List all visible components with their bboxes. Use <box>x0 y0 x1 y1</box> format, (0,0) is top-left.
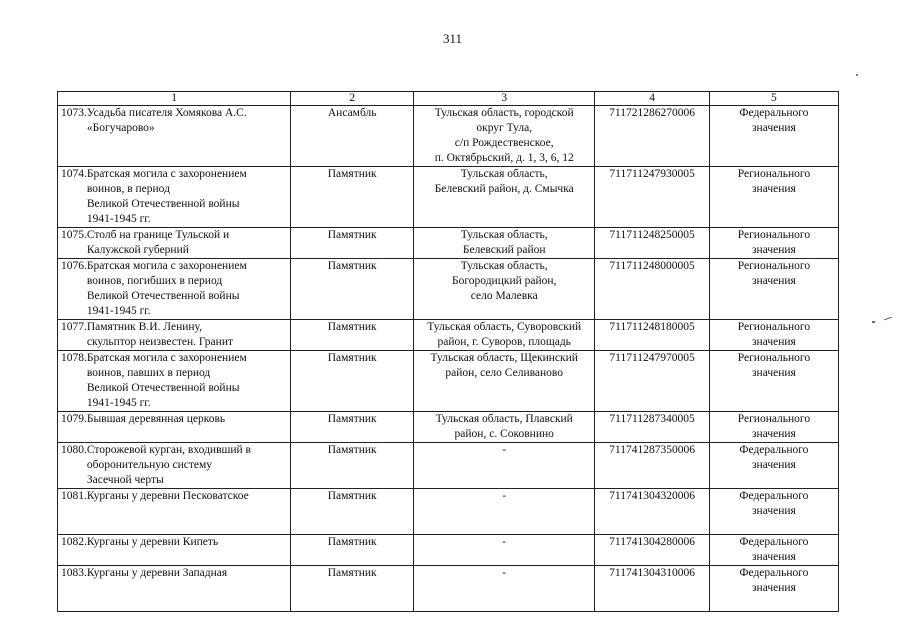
cell-significance: Федерального значения <box>709 443 838 489</box>
table-row <box>58 106 839 167</box>
cell-reg-number: 711711248180005 <box>595 320 710 351</box>
page-number: 311 <box>442 31 463 46</box>
heritage-table <box>57 91 839 612</box>
cell-object-type: Ансамбль <box>291 106 414 167</box>
object-title: Курганы у деревни Кипеть <box>86 536 219 548</box>
table-body <box>58 106 839 612</box>
cell-object-type: Памятник <box>291 412 414 443</box>
column-header-significance: 5 <box>709 92 838 106</box>
cell-object-name <box>58 443 291 489</box>
cell-reg-number: 711711248000005 <box>595 259 710 320</box>
cell-object-name <box>58 566 291 612</box>
cell-object-type: Памятник <box>291 351 414 412</box>
cell-object-type: Памятник <box>291 535 414 566</box>
cell-object-type: Памятник <box>291 167 414 228</box>
cell-object-type: Памятник <box>291 228 414 259</box>
object-title: Братская могила с захоронением воинов, погибших в период Великой Отечественной войны 1941-1945 гг. <box>86 260 247 317</box>
column-header-location: 3 <box>414 92 595 106</box>
cell-object-type: Памятник <box>291 259 414 320</box>
row-number: 1078. <box>61 352 87 364</box>
table-row <box>58 228 839 259</box>
cell-object-type: Памятник <box>291 443 414 489</box>
cell-object-name <box>58 106 291 167</box>
object-title: Сторожевой курган, входивший в оборонительную систему Засечной черты <box>86 444 251 486</box>
cell-reg-number: 711721286270006 <box>595 106 710 167</box>
object-title: Усадьба писателя Хомякова А.С. «Богучарово» <box>86 107 247 134</box>
row-number: 1079. <box>61 413 87 425</box>
cell-significance: Регионального значения <box>709 412 838 443</box>
cell-reg-number: 711711287340005 <box>595 412 710 443</box>
cell-object-type: Памятник <box>291 566 414 612</box>
cell-location: Тульская область, Богородицкий район, село Малевка <box>414 259 595 320</box>
table-row <box>58 535 839 566</box>
cell-location: - <box>414 443 595 489</box>
cell-location: Тульская область, Щекинский район, село Селиваново <box>414 351 595 412</box>
cell-reg-number: 711711247930005 <box>595 167 710 228</box>
cell-reg-number: 711741304320006 <box>595 489 710 535</box>
cell-location: Тульская область, Суворовский район, г. Суворов, площадь <box>414 320 595 351</box>
object-title: Курганы у деревни Западная <box>86 567 228 579</box>
object-title: Памятник В.И. Ленину, скульптор неизвестен. Гранит <box>86 321 233 348</box>
cell-object-type: Памятник <box>291 320 414 351</box>
cell-significance: Регионального значения <box>709 167 838 228</box>
cell-significance: Регионального значения <box>709 320 838 351</box>
cell-significance: Регионального значения <box>709 228 838 259</box>
row-number: 1074. <box>61 168 87 180</box>
cell-object-name <box>58 412 291 443</box>
cell-object-name <box>58 167 291 228</box>
cell-object-name <box>58 489 291 535</box>
object-title: Братская могила с захоронением воинов, павших в период Великой Отечественной войны 1941-1945 гг. <box>86 352 247 409</box>
row-number: 1077. <box>61 321 87 333</box>
table-row <box>58 320 839 351</box>
cell-object-name <box>58 259 291 320</box>
cell-significance: Регионального значения <box>709 351 838 412</box>
scan-speck <box>884 317 892 321</box>
table-header-row <box>58 92 839 106</box>
table-row <box>58 167 839 228</box>
table-row <box>58 443 839 489</box>
cell-location: - <box>414 566 595 612</box>
table-row <box>58 566 839 612</box>
scan-speck <box>872 321 875 323</box>
table-row <box>58 412 839 443</box>
column-header-name: 1 <box>58 92 291 106</box>
cell-significance: Федерального значения <box>709 535 838 566</box>
row-number: 1083. <box>61 567 87 579</box>
object-title: Бывшая деревянная церковь <box>86 413 226 425</box>
row-number: 1080. <box>61 444 87 456</box>
row-number: 1082. <box>61 536 87 548</box>
table-row <box>58 489 839 535</box>
cell-object-name <box>58 228 291 259</box>
cell-location: Тульская область, Белевский район, д. Смычка <box>414 167 595 228</box>
cell-location: Тульская область, Плавский район, с. Соковнино <box>414 412 595 443</box>
cell-object-type: Памятник <box>291 489 414 535</box>
column-header-reg-number: 4 <box>595 92 710 106</box>
cell-reg-number: 711741304280006 <box>595 535 710 566</box>
cell-location: - <box>414 535 595 566</box>
row-number: 1075. <box>61 229 87 241</box>
cell-reg-number: 711741287350006 <box>595 443 710 489</box>
cell-reg-number: 711711247970005 <box>595 351 710 412</box>
cell-location: Тульская область, Белевский район <box>414 228 595 259</box>
row-number: 1081. <box>61 490 87 502</box>
cell-location: - <box>414 489 595 535</box>
cell-location: Тульская область, городской округ Тула, с/п Рождественское, п. Октябрьский, д. 1, 3, 6, 12 <box>414 106 595 167</box>
column-header-type: 2 <box>291 92 414 106</box>
cell-object-name <box>58 351 291 412</box>
cell-reg-number: 711741304310006 <box>595 566 710 612</box>
cell-significance: Регионального значения <box>709 259 838 320</box>
table-row <box>58 259 839 320</box>
row-number: 1076. <box>61 260 87 272</box>
row-number: 1073. <box>61 107 87 119</box>
cell-significance: Федерального значения <box>709 106 838 167</box>
cell-object-name <box>58 535 291 566</box>
object-title: Курганы у деревни Песковатское <box>86 490 249 502</box>
object-title: Столб на границе Тульской и Калужской губерний <box>86 229 230 256</box>
cell-reg-number: 711711248250005 <box>595 228 710 259</box>
object-title: Братская могила с захоронением воинов, в период Великой Отечественной войны 1941-1945 гг. <box>86 168 247 225</box>
cell-object-name <box>58 320 291 351</box>
scan-speck <box>856 74 858 76</box>
cell-significance: Федерального значения <box>709 566 838 612</box>
cell-significance: Федерального значения <box>709 489 838 535</box>
table-row <box>58 351 839 412</box>
